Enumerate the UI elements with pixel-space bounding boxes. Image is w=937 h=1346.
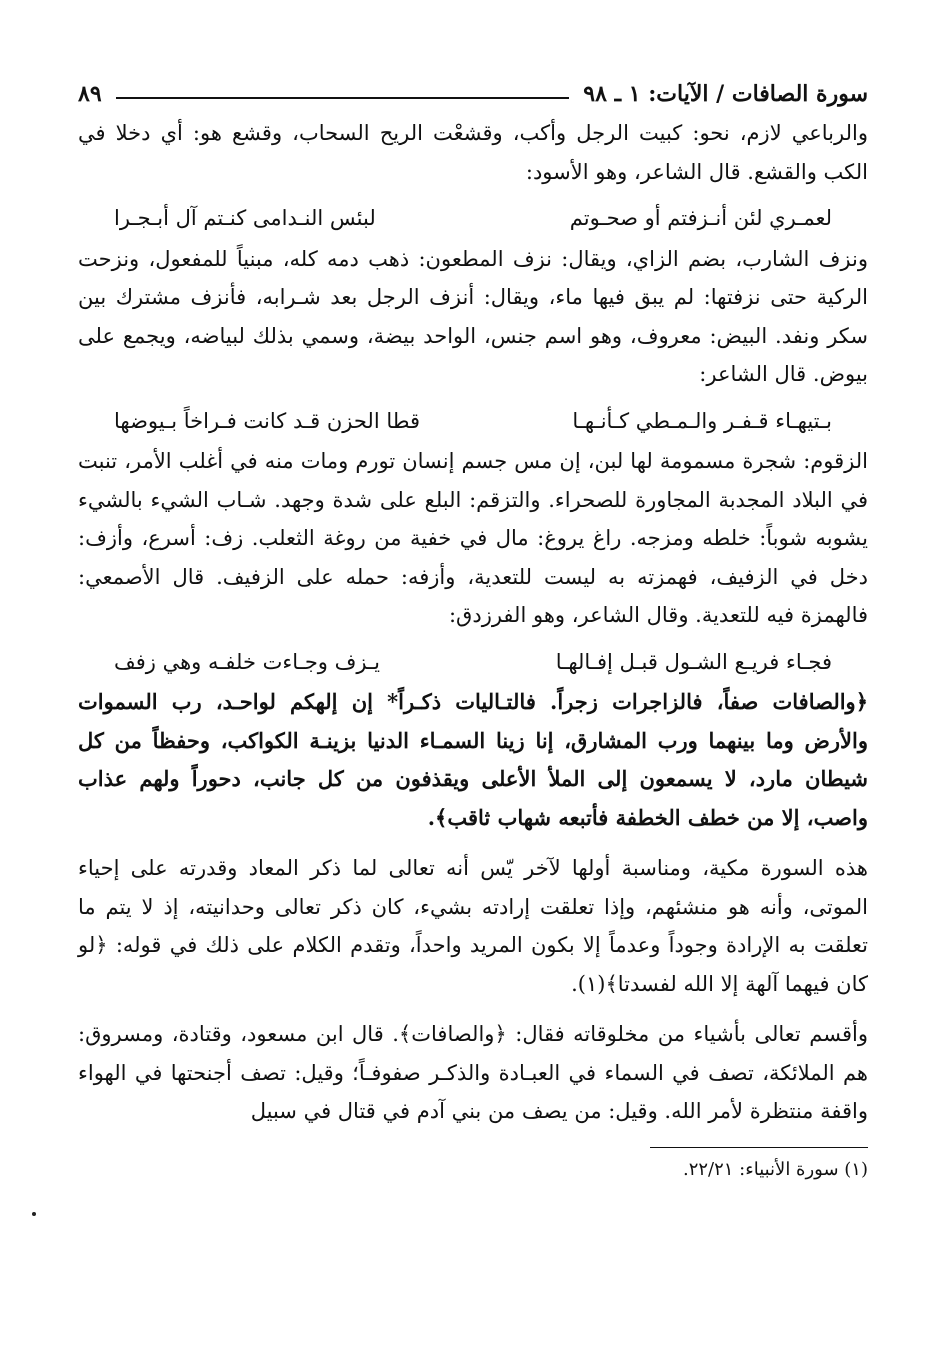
poetry-verse-3: [78, 635, 868, 684]
verse-3-hemistich-2: يـزف وجـاءت خلفـه وهي زفف: [114, 649, 380, 674]
footnote: (١) سورة الأنبياء: ٢٢/٢١.: [682, 1158, 868, 1180]
verse-1-hemistich-2: لبئس النـدامى كنـتم آل أبـجـرا: [114, 206, 376, 230]
quran-verses: ﴿والصافات صفاً، فالزاجرات زجراً. فالتـاليات ذكـراً* إن إلهكم لواحـد، رب السموات والأرض وما بينهما ورب المشارق، إنا زينا السمـاء الدنيا بزينـة الكواكب، وحفظاً من كل شيطان مارد، لا يسمعون إلى الملأ الأعلى ويقذفون من كل جانب، دحوراً ولهم عذاب واصب، إلا من خطف الخطفة فأتبعه شهاب ثاقب﴾.: [78, 689, 868, 830]
poetry-verse-1: [78, 191, 868, 240]
footnote-rule: [650, 1147, 868, 1148]
verse-3-hemistich-1: فجـاء فريـع الشـول قبـل إفـالهـا: [555, 649, 832, 674]
poetry-verse-2: [78, 394, 868, 443]
margin-speck: [32, 1212, 36, 1216]
paragraph-4: هذه السورة مكية، ومناسبة أولها لآخر يّس أنه تعالى لما ذكر المعاد وقدرته على إحياء الموتى، وأنه هو منشئهم، وإذا تعلقت إرادته بشيء، كان ذكر تعالى وحدانيته، إذ لا يتم ما تعلقت به الإرادة وجوداً وعدماً إلا بكون المريد واحداً، وتقدم الكلام على ذلك في قوله: ﴿لو كان فيهما آلهة إلا الله لفسدتا﴾(١).: [78, 856, 868, 996]
paragraph-2: ونزف الشارب، بضم الزاي، ويقال: نزف المطعون: ذهب دمه كله، مبنياً للمفعول، ونزحت الركية حتى نزفتها: لم يبق فيها ماء، ويقال: أنزف الرجل بعد شـرابه، فأنزف مشترك بين سكر ونفد. البيض: معروف، وهو اسم جنس، الواحد بيضة، وسمي بذلك لبياضه، ويجمع على بيوض. قال الشاعر:: [78, 246, 868, 386]
paragraph-1: والرباعي لازم، نحو: كبيت الرجل وأكب، وقشعْت الريح السحاب، وقشع هو: أي دخلا في الكب والقشع. قال الشاعر، وهو الأسود:: [78, 121, 868, 184]
header-title: سورة الصافات / الآيات: ١ ـ ٩٨: [583, 81, 868, 107]
running-header: [78, 74, 868, 114]
header-rule: [116, 97, 570, 99]
verse-1-hemistich-1: لعمـري لئن أنـزفتم أو صحـوتم: [569, 206, 832, 230]
verse-2-hemistich-1: بـتيهـاء قـفـر والـمـطي كـأنـهـا: [572, 408, 832, 433]
book-page: [78, 74, 868, 1188]
paragraph-3: الزقوم: شجرة مسمومة لها لبن، إن مس جسم إنسان تورم ومات منه في أغلب الأمر، تنبت في البلاد المجدبة المجاورة للصحراء. والتزقم: البلع على شدة وجهد. شـاب الشيء بالشيء يشوبه شوباً: خلطه ومزجه. راغ يروغ: مال في خفية من روغة الثعلب. زف: أسرع، وأزف: دخل في الزفيف، فهمزته به ليست للتعدية، وأزفه: حمله على الزفيف. قال الأصمعي: فالهمزة فيه للتعدية. وقال الشاعر، وهو الفرزدق:: [78, 449, 868, 627]
page-number: ٨٩: [78, 81, 102, 107]
paragraph-5: وأقسم تعالى بأشياء من مخلوقاته فقال: ﴿والصافات﴾. قال ابن مسعود، وقتادة، ومسروق: هم الملائكة، تصف في السماء في العبـادة والذكـر صفوفـاً؛ وقيل: تصف أجنحتها في الهواء واقفة منتظرة لأمر الله. وقيل: من يصف من بني آدم في قتال في سبيل: [78, 1022, 868, 1123]
verse-2-hemistich-2: قطا الحزن قـد كانت فـراخاً بـيوضها: [114, 408, 420, 433]
